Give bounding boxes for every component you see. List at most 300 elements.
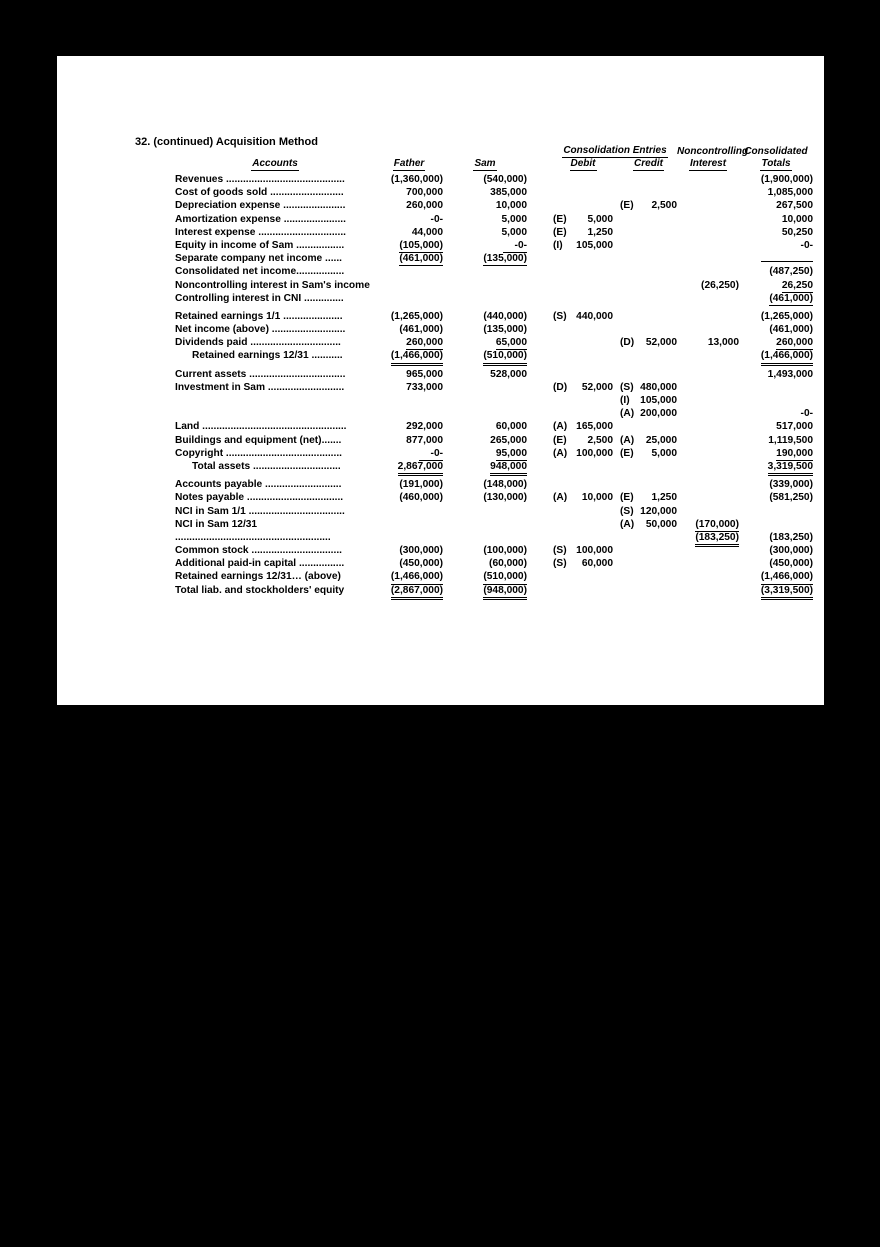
cell-consolidated-total bbox=[739, 368, 813, 381]
cell-credit bbox=[613, 199, 677, 212]
cell-account: Amortization expense ...................... bbox=[175, 213, 346, 225]
cell-value: -0- bbox=[419, 447, 443, 461]
cell-value: 65,000 bbox=[496, 336, 527, 350]
cell-debit bbox=[527, 557, 613, 570]
worksheet-body bbox=[175, 173, 815, 597]
cell-value: (450,000) bbox=[399, 558, 443, 570]
header-credit: Credit bbox=[634, 158, 663, 169]
cell-credit bbox=[613, 491, 677, 504]
cell-value: (581,250) bbox=[769, 492, 813, 504]
cell-noncontrolling-interest bbox=[677, 447, 739, 461]
cell-consolidated-total bbox=[739, 491, 813, 504]
cell-value: 5,000 bbox=[501, 226, 527, 238]
cell-father bbox=[375, 213, 443, 226]
table-row bbox=[175, 368, 815, 381]
cell-father bbox=[375, 265, 443, 278]
header-consolidated: Consolidated bbox=[744, 146, 808, 157]
cell-sam bbox=[443, 570, 527, 584]
cell-value: (26,250) bbox=[701, 279, 739, 291]
entry-code: (A) bbox=[620, 434, 635, 446]
cell-value: 60,000 bbox=[495, 421, 527, 433]
cell-account: Controlling interest in CNI .............. bbox=[175, 292, 344, 304]
cell-noncontrolling-interest bbox=[677, 407, 739, 420]
cell-consolidated-total bbox=[739, 447, 813, 461]
table-row bbox=[175, 557, 815, 570]
cell-account: Retained earnings 12/31 ........... bbox=[192, 350, 343, 362]
cell-value: (461,000) bbox=[399, 252, 443, 266]
cell-value: 292,000 bbox=[406, 421, 443, 433]
cell-noncontrolling-interest bbox=[677, 544, 739, 557]
cell-credit bbox=[613, 349, 677, 365]
cell-noncontrolling-interest bbox=[677, 381, 739, 394]
table-row bbox=[175, 279, 815, 292]
cell-consolidated-total bbox=[739, 518, 813, 532]
cell-sam bbox=[443, 407, 527, 420]
cell-sam bbox=[443, 310, 527, 323]
cell-consolidated-total bbox=[739, 252, 813, 266]
cell-noncontrolling-interest bbox=[677, 279, 739, 293]
cell-account: Net income (above) .......................... bbox=[175, 324, 346, 336]
cell-father bbox=[375, 279, 443, 293]
table-row bbox=[175, 310, 815, 323]
cell-noncontrolling-interest bbox=[677, 570, 739, 584]
cell-value: (3,319,500) bbox=[761, 584, 813, 600]
cell-sam bbox=[443, 491, 527, 504]
entry-code: (S) bbox=[620, 505, 634, 517]
cell-sam bbox=[443, 394, 527, 407]
header-sam: Sam bbox=[474, 158, 496, 169]
cell-value: (170,000) bbox=[695, 518, 739, 532]
cell-debit bbox=[527, 239, 613, 253]
cell-value: (1,466,000) bbox=[391, 570, 443, 584]
cell-value: 1,493,000 bbox=[767, 368, 813, 380]
cell-sam bbox=[443, 265, 527, 278]
cell-credit bbox=[613, 310, 677, 323]
cell-debit bbox=[527, 173, 613, 186]
entry-amount: 1,250 bbox=[651, 492, 677, 504]
cell-noncontrolling-interest bbox=[677, 505, 739, 518]
header-debit: Debit bbox=[570, 158, 596, 169]
entry-code: (A) bbox=[553, 421, 568, 433]
cell-value: 2,867,000 bbox=[398, 460, 443, 476]
table-row bbox=[175, 570, 815, 583]
cell-debit bbox=[527, 265, 613, 278]
cell-account: Investment in Sam ........................... bbox=[175, 381, 345, 393]
cell-value: 260,000 bbox=[406, 336, 443, 350]
cell-noncontrolling-interest bbox=[677, 420, 739, 433]
cell-value: 3,319,500 bbox=[768, 460, 813, 476]
entry-amount: 480,000 bbox=[640, 381, 677, 393]
cell-credit bbox=[613, 460, 677, 476]
cell-consolidated-total bbox=[739, 381, 813, 394]
cell-sam bbox=[443, 584, 527, 600]
cell-value: (300,000) bbox=[399, 545, 443, 557]
header-row-2 bbox=[175, 157, 815, 170]
entry-code: (S) bbox=[620, 381, 634, 393]
table-row bbox=[175, 505, 815, 518]
cell-value: -0- bbox=[800, 408, 813, 420]
cell-sam bbox=[443, 518, 527, 532]
cell-account: Additional paid-in capital ................ bbox=[175, 558, 345, 570]
cell-noncontrolling-interest bbox=[677, 186, 739, 199]
cell-consolidated-total bbox=[739, 226, 813, 239]
cell-father bbox=[375, 434, 443, 447]
cell-value: 265,000 bbox=[490, 434, 527, 446]
cell-father bbox=[375, 173, 443, 186]
cell-sam bbox=[443, 252, 527, 266]
cell-credit bbox=[613, 239, 677, 253]
cell-noncontrolling-interest bbox=[677, 265, 739, 278]
entry-code: (E) bbox=[553, 213, 567, 225]
entry-amount: 100,000 bbox=[576, 447, 613, 459]
cell-sam bbox=[443, 460, 527, 476]
cell-value: (1,466,000) bbox=[391, 349, 443, 365]
cell-value: 1,085,000 bbox=[767, 187, 813, 199]
cell-account: ....................................................... bbox=[175, 531, 331, 543]
cell-value: (461,000) bbox=[769, 292, 813, 306]
cell-value: (461,000) bbox=[769, 324, 813, 336]
cell-sam bbox=[443, 349, 527, 365]
cell-credit bbox=[613, 584, 677, 600]
cell-debit bbox=[527, 420, 613, 433]
table-row bbox=[175, 252, 815, 265]
cell-value: 517,000 bbox=[776, 421, 813, 433]
cell-credit bbox=[613, 173, 677, 186]
cell-value: (130,000) bbox=[483, 492, 527, 504]
entry-code: (A) bbox=[553, 492, 568, 504]
cell-noncontrolling-interest bbox=[677, 557, 739, 570]
cell-value: (183,250) bbox=[695, 531, 739, 547]
cell-sam bbox=[443, 323, 527, 336]
cell-noncontrolling-interest bbox=[677, 518, 739, 532]
cell-account: Total assets ............................... bbox=[192, 460, 341, 472]
cell-father bbox=[375, 349, 443, 365]
cell-sam bbox=[443, 226, 527, 239]
cell-consolidated-total bbox=[739, 478, 813, 491]
cell-value: (339,000) bbox=[769, 479, 813, 491]
cell-value: (487,250) bbox=[769, 266, 813, 278]
cell-value: (1,360,000) bbox=[390, 174, 443, 185]
cell-account: Separate company net income ...... bbox=[175, 253, 343, 265]
cell-value: 948,000 bbox=[490, 460, 527, 476]
cell-noncontrolling-interest bbox=[677, 584, 739, 600]
cell-debit bbox=[527, 226, 613, 239]
cell-sam bbox=[443, 544, 527, 557]
cell-value: (2,867,000) bbox=[391, 584, 443, 600]
cell-credit bbox=[613, 407, 677, 420]
cell-value: (1,265,000) bbox=[760, 310, 813, 322]
cell-debit bbox=[527, 544, 613, 557]
cell-value: (191,000) bbox=[399, 479, 443, 491]
cell-value: 260,000 bbox=[776, 336, 813, 350]
cell-father bbox=[375, 310, 443, 323]
cell-account: Cost of goods sold .......................... bbox=[175, 187, 344, 199]
cell-value: 50,250 bbox=[781, 226, 813, 238]
cell-consolidated-total bbox=[739, 186, 813, 199]
cell-sam bbox=[443, 557, 527, 570]
cell-sam bbox=[443, 173, 527, 186]
cell-value: (461,000) bbox=[399, 324, 443, 336]
cell-consolidated-total bbox=[739, 265, 813, 278]
entry-amount: 5,000 bbox=[651, 447, 677, 459]
cell-consolidated-total bbox=[739, 213, 813, 226]
cell-noncontrolling-interest bbox=[677, 336, 739, 350]
entry-amount: 440,000 bbox=[576, 310, 613, 322]
entry-amount: 2,500 bbox=[651, 200, 677, 212]
cell-sam bbox=[443, 447, 527, 461]
entry-amount: 60,000 bbox=[581, 558, 613, 570]
cell-value: (135,000) bbox=[483, 252, 527, 266]
cell-father bbox=[375, 407, 443, 420]
cell-credit bbox=[613, 213, 677, 226]
cell-debit bbox=[527, 310, 613, 323]
cell-sam bbox=[443, 505, 527, 518]
entry-code: (D) bbox=[553, 381, 568, 393]
cell-account: Depreciation expense ...................... bbox=[175, 200, 346, 212]
entry-amount: 25,000 bbox=[645, 434, 677, 446]
cell-debit bbox=[527, 491, 613, 504]
cell-credit bbox=[613, 279, 677, 293]
cell-consolidated-total bbox=[739, 584, 813, 600]
cell-account: Copyright ......................................... bbox=[175, 447, 342, 459]
cell-father bbox=[375, 557, 443, 570]
cell-noncontrolling-interest bbox=[677, 349, 739, 365]
cell-consolidated-total bbox=[739, 173, 813, 186]
cell-debit bbox=[527, 292, 613, 306]
table-row bbox=[175, 323, 815, 336]
cell-debit bbox=[527, 368, 613, 381]
cell-father bbox=[375, 505, 443, 518]
header-row-1 bbox=[175, 144, 815, 157]
subtotal-rule bbox=[761, 252, 813, 262]
cell-credit bbox=[613, 186, 677, 199]
cell-value: (148,000) bbox=[483, 479, 527, 491]
cell-value: (1,466,000) bbox=[761, 570, 813, 584]
cell-debit bbox=[527, 186, 613, 199]
cell-credit bbox=[613, 420, 677, 433]
cell-credit bbox=[613, 226, 677, 239]
page-title: 32. (continued) Acquisition Method bbox=[135, 136, 318, 148]
cell-debit bbox=[527, 434, 613, 447]
cell-father bbox=[375, 368, 443, 381]
cell-credit bbox=[613, 252, 677, 266]
cell-credit bbox=[613, 381, 677, 394]
header-father: Father bbox=[393, 158, 425, 169]
cell-noncontrolling-interest bbox=[677, 199, 739, 212]
cell-debit bbox=[527, 407, 613, 420]
cell-debit bbox=[527, 478, 613, 491]
cell-father bbox=[375, 394, 443, 407]
header-interest: Interest bbox=[689, 158, 727, 169]
table-row bbox=[175, 478, 815, 491]
cell-account: NCI in Sam 1/1 .................................. bbox=[175, 505, 345, 517]
entry-amount: 165,000 bbox=[576, 421, 613, 433]
cell-debit bbox=[527, 252, 613, 266]
cell-credit bbox=[613, 544, 677, 557]
cell-debit bbox=[527, 336, 613, 350]
entry-amount: 52,000 bbox=[645, 337, 677, 349]
cell-value: (510,000) bbox=[483, 570, 527, 584]
cell-consolidated-total bbox=[739, 292, 813, 306]
table-row bbox=[175, 584, 815, 597]
header-accounts: Accounts bbox=[252, 158, 298, 169]
cell-account bbox=[175, 407, 375, 420]
table-row bbox=[175, 407, 815, 420]
entry-amount: 10,000 bbox=[581, 492, 613, 504]
entry-amount: 105,000 bbox=[576, 239, 613, 251]
cell-account: Equity in income of Sam ................. bbox=[175, 239, 345, 251]
cell-sam bbox=[443, 381, 527, 394]
cell-account: Common stock ................................ bbox=[175, 545, 342, 557]
cell-value: 1,119,500 bbox=[768, 434, 813, 446]
cell-value: 260,000 bbox=[406, 200, 443, 212]
entry-amount: 120,000 bbox=[640, 505, 677, 517]
cell-sam bbox=[443, 186, 527, 199]
entry-code: (S) bbox=[553, 310, 567, 322]
cell-sam bbox=[443, 292, 527, 306]
cell-noncontrolling-interest bbox=[677, 491, 739, 504]
table-row bbox=[175, 447, 815, 460]
cell-account: Interest expense ............................... bbox=[175, 226, 346, 238]
cell-credit bbox=[613, 394, 677, 407]
table-row bbox=[175, 349, 815, 362]
cell-value: 13,000 bbox=[707, 337, 739, 349]
cell-credit bbox=[613, 292, 677, 306]
cell-value: -0- bbox=[503, 239, 527, 253]
cell-credit bbox=[613, 434, 677, 447]
cell-father bbox=[375, 199, 443, 212]
cell-value: (300,000) bbox=[769, 545, 813, 557]
cell-debit bbox=[527, 323, 613, 336]
table-row bbox=[175, 186, 815, 199]
cell-consolidated-total bbox=[739, 279, 813, 293]
cell-value: 10,000 bbox=[495, 200, 527, 212]
entry-code: (E) bbox=[553, 434, 567, 446]
cell-account: Notes payable .................................. bbox=[175, 492, 344, 504]
cell-consolidated-total bbox=[739, 407, 813, 420]
cell-value: (948,000) bbox=[483, 584, 527, 600]
cell-value: (183,250) bbox=[769, 531, 813, 543]
cell-account: NCI in Sam 12/31 bbox=[175, 518, 258, 530]
cell-consolidated-total bbox=[739, 557, 813, 570]
table-row bbox=[175, 394, 815, 407]
cell-father bbox=[375, 323, 443, 336]
cell-value: (1,900,000) bbox=[760, 174, 813, 185]
table-row bbox=[175, 518, 815, 531]
cell-credit bbox=[613, 557, 677, 570]
cell-noncontrolling-interest bbox=[677, 460, 739, 476]
entry-amount: 105,000 bbox=[640, 395, 677, 406]
cell-sam bbox=[443, 239, 527, 253]
cell-value: 5,000 bbox=[501, 213, 527, 225]
table-row bbox=[175, 213, 815, 226]
entry-amount: 100,000 bbox=[576, 545, 613, 557]
cell-account: Retained earnings 12/31… (above) bbox=[175, 571, 341, 583]
document-page bbox=[57, 56, 824, 705]
cell-noncontrolling-interest bbox=[677, 213, 739, 226]
cell-noncontrolling-interest bbox=[677, 323, 739, 336]
entry-amount: 2,500 bbox=[587, 434, 613, 446]
entry-amount: 52,000 bbox=[581, 381, 613, 393]
cell-consolidated-total bbox=[739, 505, 813, 518]
cell-account: Buildings and equipment (net)....... bbox=[175, 434, 342, 446]
cell-sam bbox=[443, 279, 527, 293]
cell-credit bbox=[613, 323, 677, 336]
table-row bbox=[175, 544, 815, 557]
cell-credit bbox=[613, 368, 677, 381]
cell-sam bbox=[443, 199, 527, 212]
table-row bbox=[175, 531, 815, 544]
cell-value: 385,000 bbox=[490, 187, 527, 199]
cell-father bbox=[375, 186, 443, 199]
cell-sam bbox=[443, 434, 527, 447]
cell-debit bbox=[527, 460, 613, 476]
cell-debit bbox=[527, 584, 613, 600]
cell-sam bbox=[443, 478, 527, 491]
cell-value: (1,265,000) bbox=[390, 310, 443, 322]
cell-debit bbox=[527, 199, 613, 212]
cell-value: (540,000) bbox=[483, 174, 527, 185]
cell-consolidated-total bbox=[739, 239, 813, 253]
table-row bbox=[175, 460, 815, 473]
table-row bbox=[175, 226, 815, 239]
cell-account: Dividends paid ................................ bbox=[175, 337, 341, 349]
cell-credit bbox=[613, 447, 677, 461]
cell-father bbox=[375, 460, 443, 476]
cell-value: (440,000) bbox=[483, 310, 527, 322]
table-row bbox=[175, 199, 815, 212]
cell-value: (460,000) bbox=[399, 492, 443, 504]
cell-debit bbox=[527, 213, 613, 226]
cell-value: 267,500 bbox=[776, 200, 813, 212]
cell-father bbox=[375, 584, 443, 600]
table-row bbox=[175, 491, 815, 504]
cell-father bbox=[375, 420, 443, 433]
cell-account: Land ................................................... bbox=[175, 421, 347, 433]
cell-value: 877,000 bbox=[406, 434, 443, 446]
cell-value: 95,000 bbox=[496, 447, 527, 461]
entry-code: (I) bbox=[620, 395, 630, 406]
entry-code: (A) bbox=[620, 408, 635, 420]
entry-amount: 50,000 bbox=[645, 518, 677, 530]
cell-debit bbox=[527, 279, 613, 293]
cell-father bbox=[375, 226, 443, 239]
cell-consolidated-total bbox=[739, 544, 813, 557]
table-row bbox=[175, 434, 815, 447]
cell-value: (510,000) bbox=[483, 349, 527, 365]
cell-value: 733,000 bbox=[406, 381, 443, 393]
table-row bbox=[175, 265, 815, 278]
cell-value: 44,000 bbox=[411, 226, 443, 238]
table-row bbox=[175, 336, 815, 349]
cell-debit bbox=[527, 570, 613, 584]
cell-father bbox=[375, 336, 443, 350]
cell-father bbox=[375, 447, 443, 461]
table-header bbox=[175, 144, 815, 170]
cell-value: 700,000 bbox=[406, 187, 443, 199]
cell-noncontrolling-interest bbox=[677, 478, 739, 491]
cell-debit bbox=[527, 518, 613, 532]
cell-noncontrolling-interest bbox=[677, 292, 739, 306]
cell-credit bbox=[613, 518, 677, 532]
cell-credit bbox=[613, 265, 677, 278]
cell-account: Accounts payable ........................... bbox=[175, 479, 342, 491]
cell-debit bbox=[527, 394, 613, 407]
cell-account: Revenues .......................................... bbox=[175, 174, 345, 185]
cell-consolidated-total bbox=[739, 310, 813, 323]
cell-noncontrolling-interest bbox=[677, 368, 739, 381]
cell-account: Total liab. and stockholders' equity bbox=[175, 584, 345, 596]
